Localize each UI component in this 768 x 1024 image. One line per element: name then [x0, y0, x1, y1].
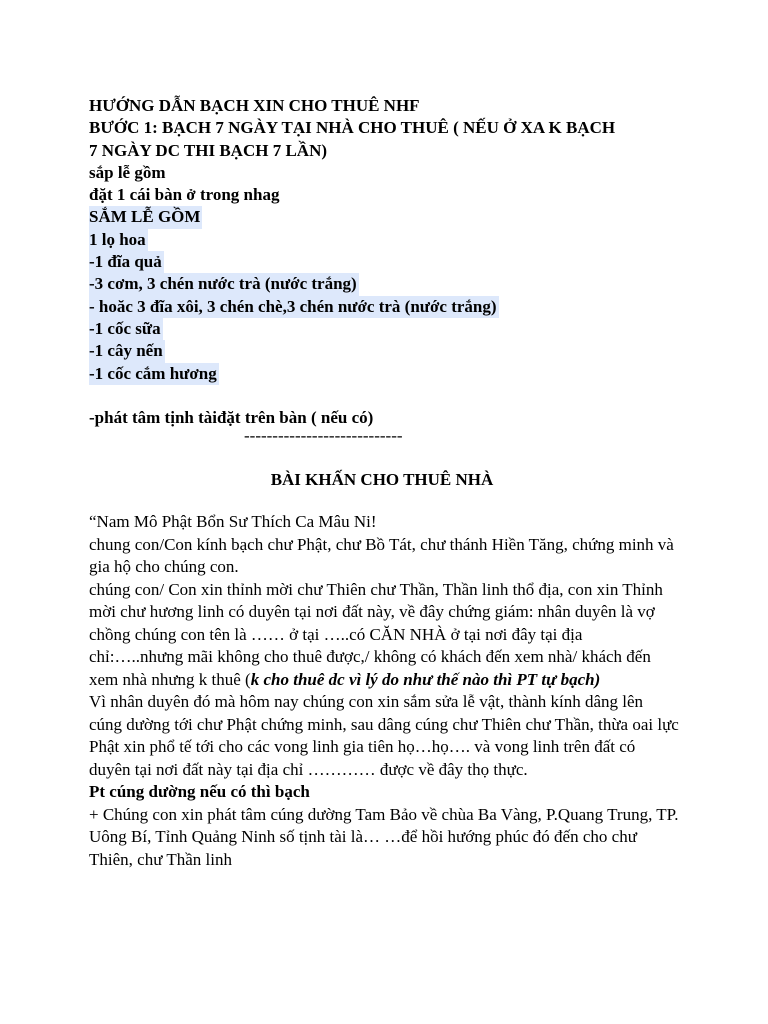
- offering-item: -3 cơm, 3 chén nước trà (nước trắng): [89, 273, 359, 295]
- doc-heading-1: HƯỚNG DẪN BẠCH XIN CHO THUÊ NHF: [89, 96, 420, 115]
- offering-intro: sắp lễ gồm: [89, 162, 166, 182]
- document-page: [89, 95, 689, 871]
- step-1-heading: BƯỚC 1: BẠCH 7 NGÀY TẠI NHÀ CHO THUÊ ( NẾU Ở XA K BẠCH: [89, 118, 616, 138]
- separator-line: ----------------------------: [244, 426, 403, 446]
- offering-item: 1 lọ hoa: [89, 229, 148, 251]
- prayer-paragraph-6: + Chúng con xin phát tâm cúng dường Tam Bảo về chùa Ba Vàng, P.Quang Trung, TP. Uông Bí, Tỉnh Quảng Ninh số tịnh tài là… …để hồi hướng phúc đó đến cho chư Thiên, chư Thần linh: [89, 804, 679, 869]
- offerings-heading: SẮM LỄ GỒM: [89, 206, 202, 228]
- offering-item: -1 cây nến: [89, 340, 165, 362]
- prayer-paragraph-5: Pt cúng dường nếu có thì bạch: [89, 782, 310, 802]
- offering-extra: -phát tâm tịnh tàiđặt trên bàn ( nếu có): [89, 407, 374, 427]
- prayer-title: BÀI KHẤN CHO THUÊ NHÀ: [270, 470, 494, 490]
- prayer-paragraph-3: [89, 579, 679, 692]
- offerings-list: [89, 206, 689, 228]
- offering-item: - hoăc 3 đĩa xôi, 3 chén chè,3 chén nước trà (nước trắng): [89, 296, 499, 318]
- prayer-note: k cho thuê dc vì lý do như thế nào thì PT tự bạch): [250, 669, 601, 689]
- prayer-paragraph-3-text: chúng con/ Con xin thỉnh mời chư Thiên chư Thần, Thần linh thổ địa, con xin Thỉnh mời chư hương linh có duyên tại nơi đất này, về đây chứng giám: nhân duyên là vợ chồng chúng con tên là …… ở tại …..có CĂN NHÀ ở tại nơi đây tại địa chỉ:…..nhưng mãi không cho thuê được,/ không có khách đến xem nhà/ khách đến xem nhà nhưng k thuê (: [89, 579, 663, 689]
- offering-item: -1 đĩa quả: [89, 251, 164, 273]
- table-instruction: đặt 1 cái bàn ở trong nhag: [89, 185, 280, 205]
- prayer-paragraph-2: chung con/Con kính bạch chư Phật, chư Bồ Tát, chư thánh Hiền Tăng, chứng minh và gia hộ cho chúng con.: [89, 534, 674, 577]
- prayer-paragraph-1: “Nam Mô Phật Bổn Sư Thích Ca Mâu Ni!: [89, 512, 377, 532]
- step-1-heading-cont: 7 NGÀY DC THI BẠCH 7 LẦN): [89, 140, 328, 160]
- spacer: [89, 385, 689, 407]
- prayer-paragraph-4: Vì nhân duyên đó mà hôm nay chúng con xin sắm sửa lễ vật, thành kính dâng lên cúng dường tới chư Phật chứng minh, sau dâng cúng chư Thiên chư Thần, thừa oai lực Phật xin phổ tế tới cho các vong linh gia tiên họ…họ…. và vong linh trên đất có duyên tại nơi đất này tại địa chỉ ………… được về đây thọ thực.: [89, 692, 679, 779]
- offering-item: -1 cốc sữa: [89, 318, 163, 340]
- prayer-body: [89, 511, 679, 871]
- offering-item: -1 cốc cắm hương: [89, 363, 219, 385]
